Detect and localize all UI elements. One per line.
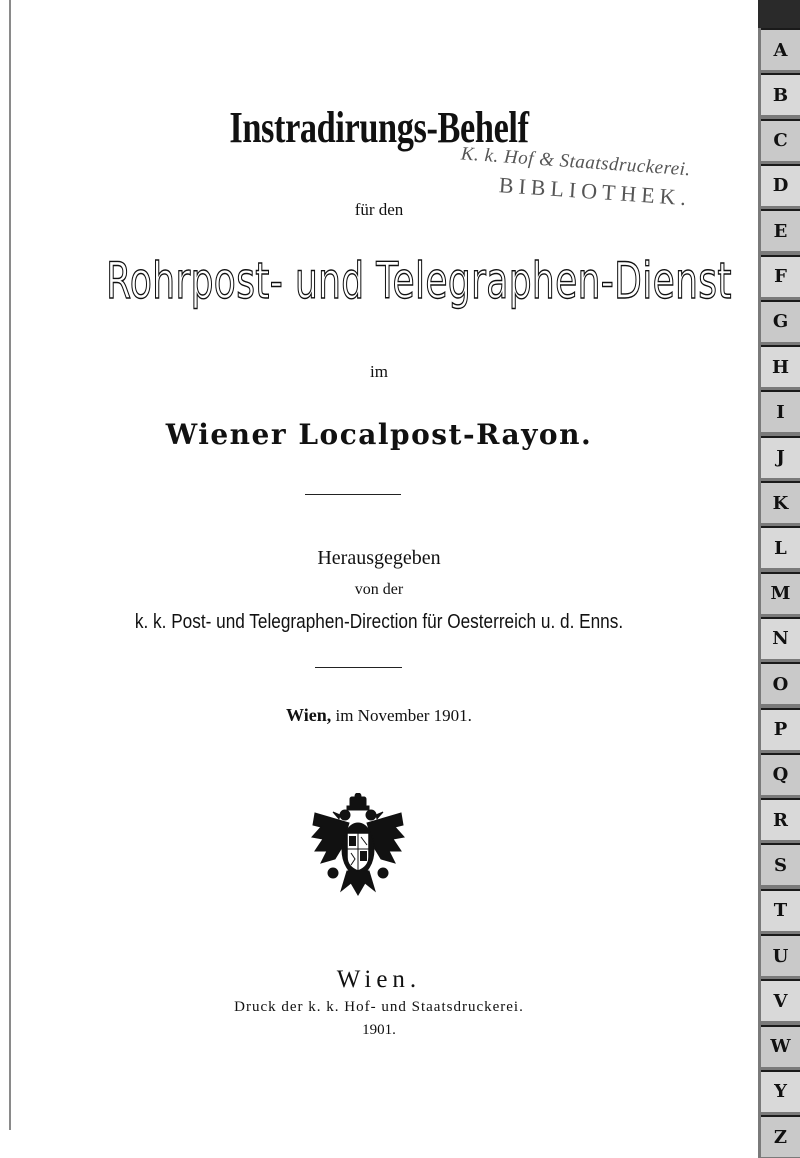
imprint-city: Wien.	[336, 966, 422, 993]
index-tab-q[interactable]: Q	[761, 753, 800, 795]
divider-rule	[315, 667, 402, 668]
index-tab-s[interactable]: S	[761, 843, 800, 885]
subtitle-im: im	[370, 362, 388, 381]
publisher-direction: k. k. Post- und Telegraphen-Direction für Oesterreich u. d. Enns.	[134, 611, 624, 633]
index-tab-l[interactable]: L	[761, 526, 800, 568]
index-tab-i[interactable]: I	[761, 390, 800, 432]
index-tab-z[interactable]: Z	[761, 1115, 800, 1157]
von-der-text: von der	[354, 581, 404, 598]
date-place: Wien,	[286, 705, 332, 725]
index-tab-v[interactable]: V	[761, 979, 800, 1021]
rayon-heading: Wiener Localpost-Rayon.	[165, 418, 593, 451]
divider-rule	[305, 494, 401, 495]
herausgegeben-text: Herausgegeben	[317, 547, 441, 569]
index-tab-r[interactable]: R	[761, 798, 800, 840]
index-tab-k[interactable]: K	[761, 481, 800, 523]
index-tab-h[interactable]: H	[761, 345, 800, 387]
subtitle-fuer-den: für den	[354, 200, 404, 219]
index-tab-j[interactable]: J	[761, 436, 800, 478]
thumb-index-top	[758, 0, 800, 28]
index-tab-n[interactable]: N	[761, 617, 800, 659]
index-tab-y[interactable]: Y	[761, 1070, 800, 1112]
double-headed-eagle-emblem-icon	[311, 793, 405, 899]
index-tab-b[interactable]: B	[761, 73, 800, 115]
index-tab-p[interactable]: P	[761, 708, 800, 750]
index-tab-m[interactable]: M	[761, 572, 800, 614]
index-tab-a[interactable]: A	[761, 28, 800, 70]
index-tab-u[interactable]: U	[761, 934, 800, 976]
publication-date	[0, 705, 758, 726]
index-tab-e[interactable]: E	[761, 209, 800, 251]
book-title: Instradirungs-Behelf	[229, 103, 529, 152]
index-tab-d[interactable]: D	[761, 164, 800, 206]
index-tab-t[interactable]: T	[761, 889, 800, 931]
index-tab-f[interactable]: F	[761, 255, 800, 297]
alphabet-thumb-index	[758, 0, 800, 1158]
index-tab-c[interactable]: C	[761, 119, 800, 161]
date-text: im November 1901.	[335, 706, 472, 725]
index-tab-o[interactable]: O	[761, 662, 800, 704]
main-heading: Rohrpost- und Telegraphen-Dienst	[106, 252, 732, 310]
imprint-printer: Druck der k. k. Hof- und Staatsdruckerei.	[234, 999, 524, 1015]
index-tab-w[interactable]: W	[761, 1025, 800, 1067]
stamp-line-1: K. k. Hof & Staatsdruckerei.	[460, 143, 692, 181]
stamp-line-2: BIBLIOTHEK.	[498, 172, 692, 211]
index-tab-g[interactable]: G	[761, 300, 800, 342]
imprint-year: 1901.	[362, 1022, 396, 1038]
